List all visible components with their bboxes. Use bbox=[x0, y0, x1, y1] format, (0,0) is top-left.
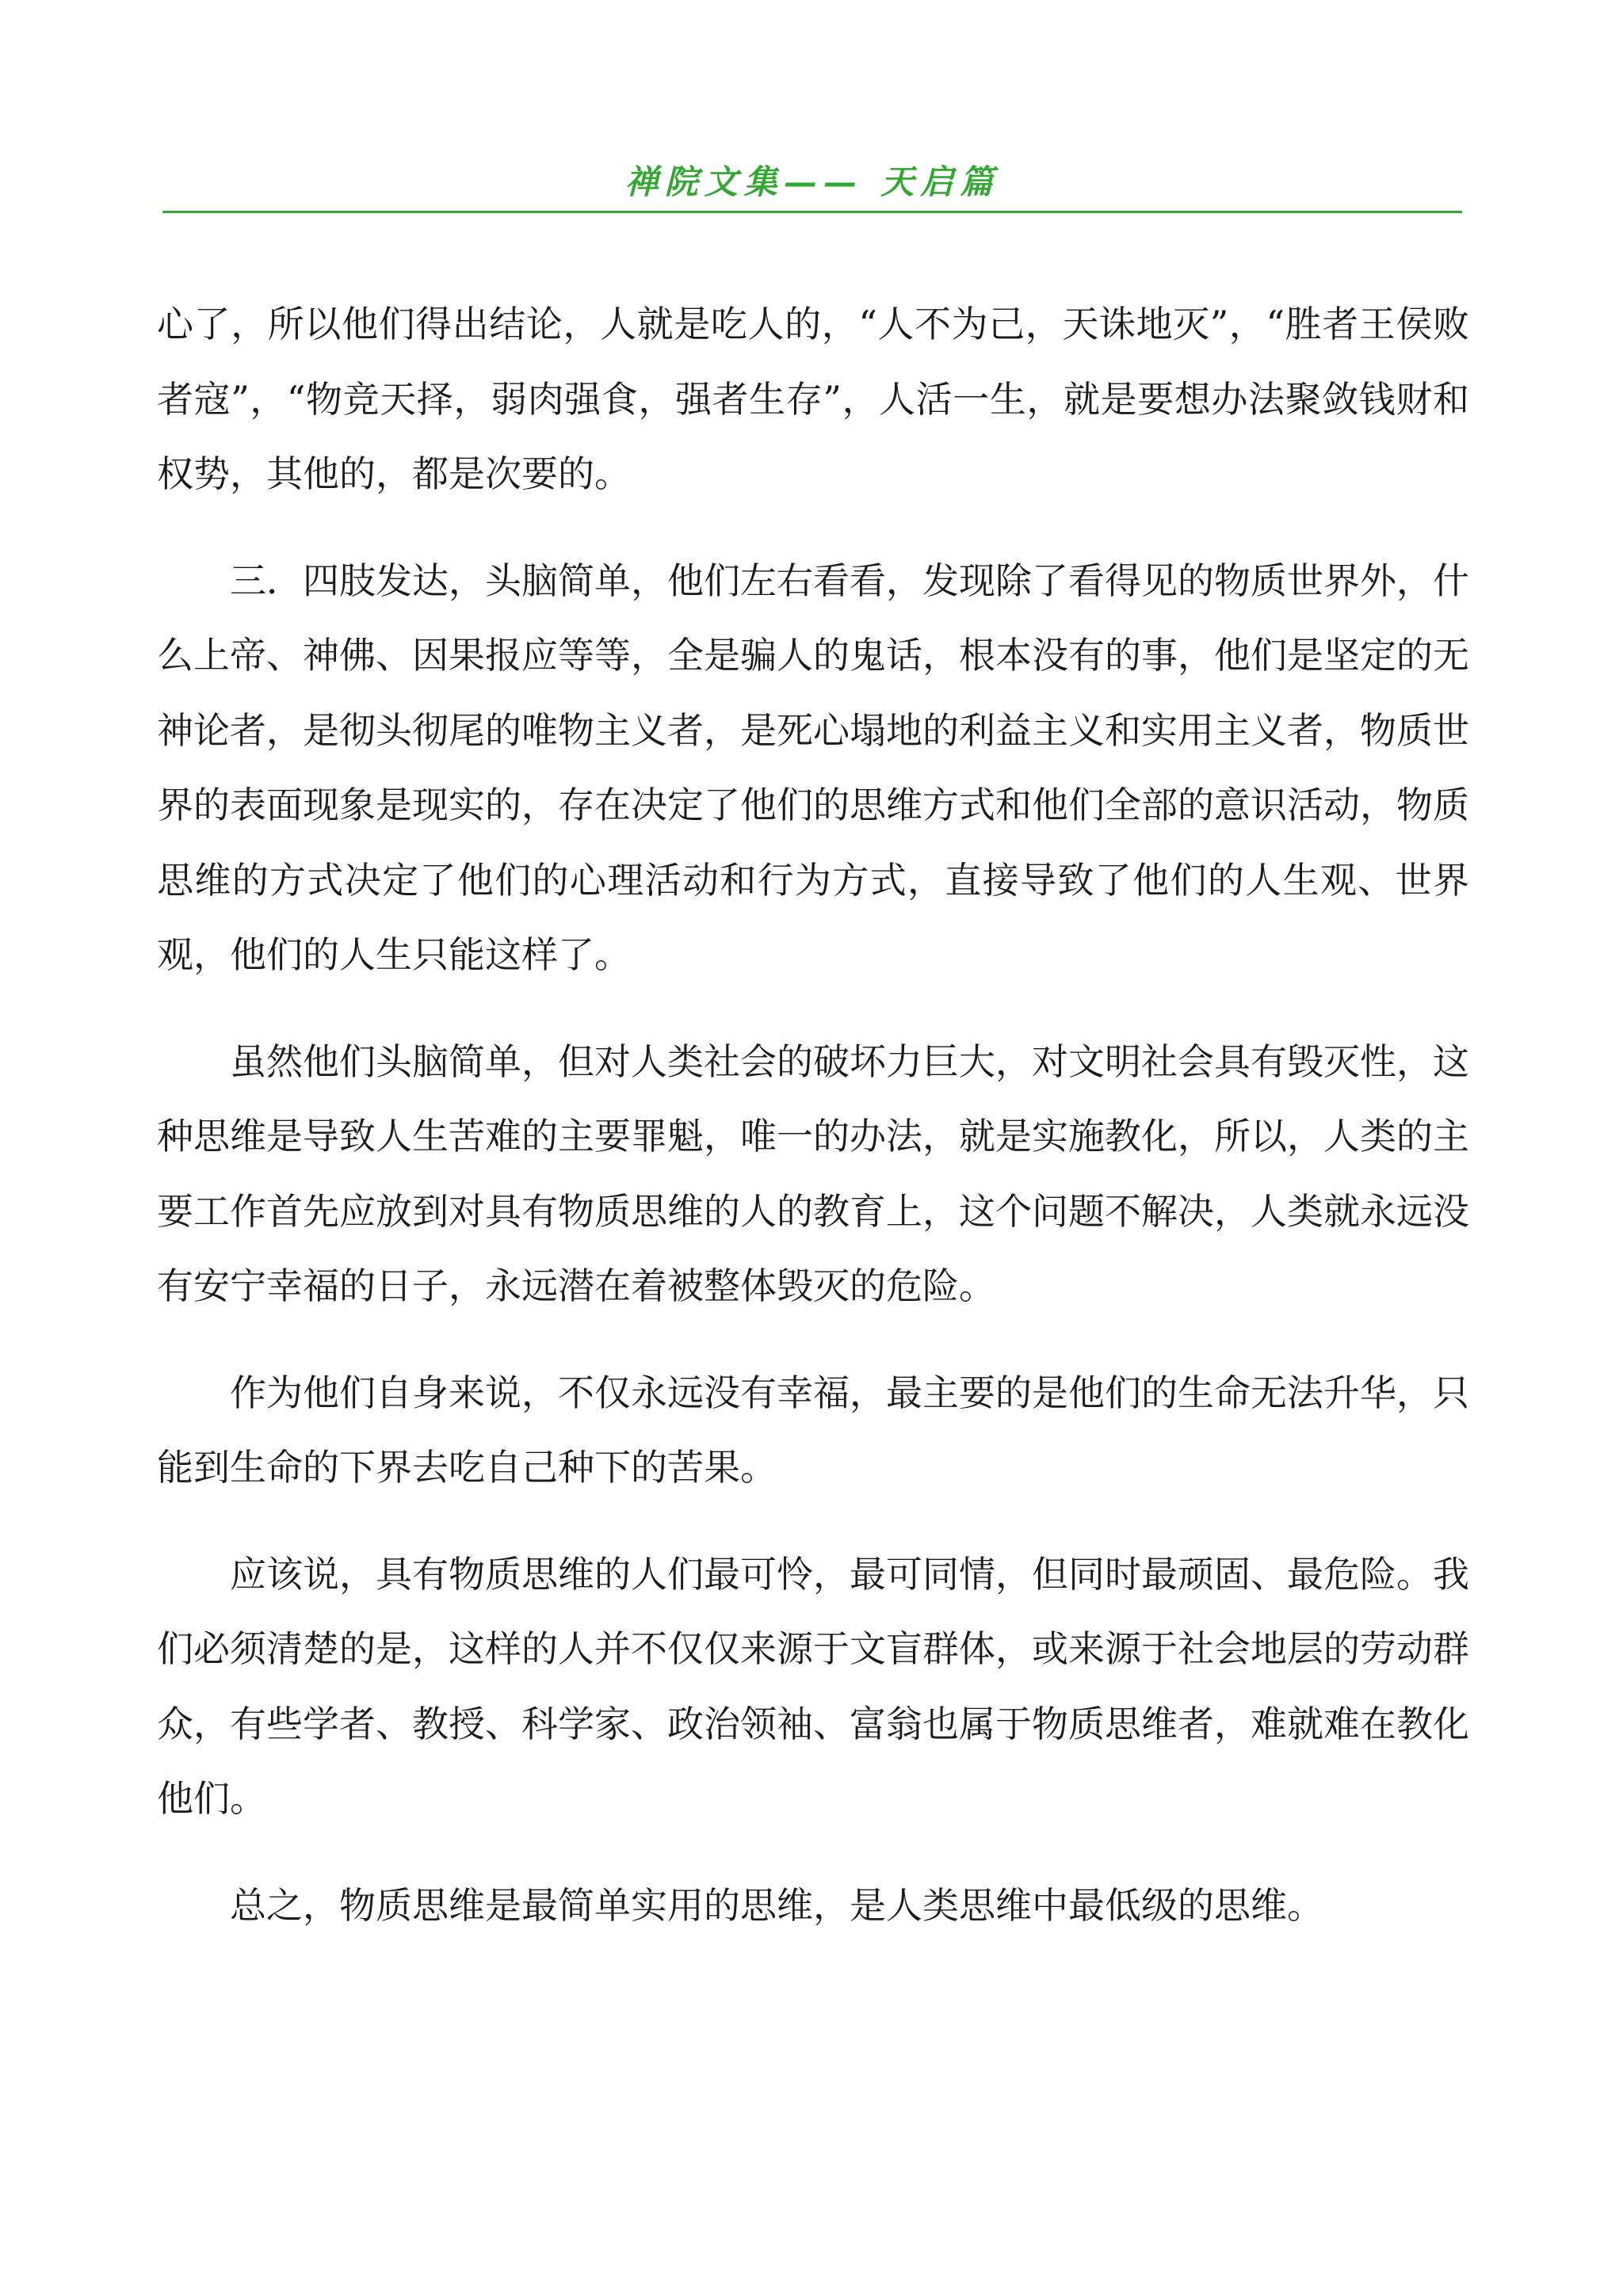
paragraph-conclusion: 总之，物质思维是最简单实用的思维，是人类思维中最低级的思维。 bbox=[230, 1883, 1323, 1927]
header-divider-line bbox=[162, 211, 1462, 213]
paragraph-continued: 心了，所以他们得出结论，人就是吃人的，“人不为己，天诛地灭”，“胜者王侯败者寇”，“物竞天择，弱肉强食，强者生存”，人活一生，就是要想办法聚敛钱财和权势，其他的，都是次要的。 bbox=[157, 303, 1469, 495]
paragraph-destructive-power: 虽然他们头脑简单，但对人类社会的破坏力巨大，对文明社会具有毁灭性，这种思维是导致人生苦难的主要罪魁，唯一的办法，就是实施教化，所以，人类的主要工作首先应放到对具有物质思维的人的教育上，这个问题不解决，人类就永远没有安宁幸福的日子，永远潜在着被整体毁灭的危险。 bbox=[157, 1039, 1469, 1307]
paragraph-most-pitiable: 应该说，具有物质思维的人们最可怜，最可同情，但同时最顽固、最危险。我们必须清楚的是，这样的人并不仅仅来源于文盲群体，或来源于社会地层的劳动群众，有些学者、教授、科学家、政治领袖、富翁也属于物质思维者，难就难在教化他们。 bbox=[157, 1552, 1469, 1820]
paragraph-no-happiness: 作为他们自身来说，不仅永远没有幸福，最主要的是他们的生命无法升华，只能到生命的下界去吃自己种下的苦果。 bbox=[157, 1371, 1469, 1489]
running-header-title: 禅院文集—— 天启篇 bbox=[624, 162, 1000, 201]
paragraph-point-three: 三．四肢发达，头脑简单，他们左右看看，发现除了看得见的物质世界外，什么上帝、神佛、因果报应等等，全是骗人的鬼话，根本没有的事，他们是坚定的无神论者，是彻头彻尾的唯物主义者，是死心塌地的利益主义和实用主义者，物质世界的表面现象是现实的，存在决定了他们的思维方式和他们全部的意识活动，物质思维的方式决定了他们的心理活动和行为方式，直接导致了他们的人生观、世界观，他们的人生只能这样了。 bbox=[157, 559, 1469, 976]
body-text bbox=[157, 287, 1469, 1974]
